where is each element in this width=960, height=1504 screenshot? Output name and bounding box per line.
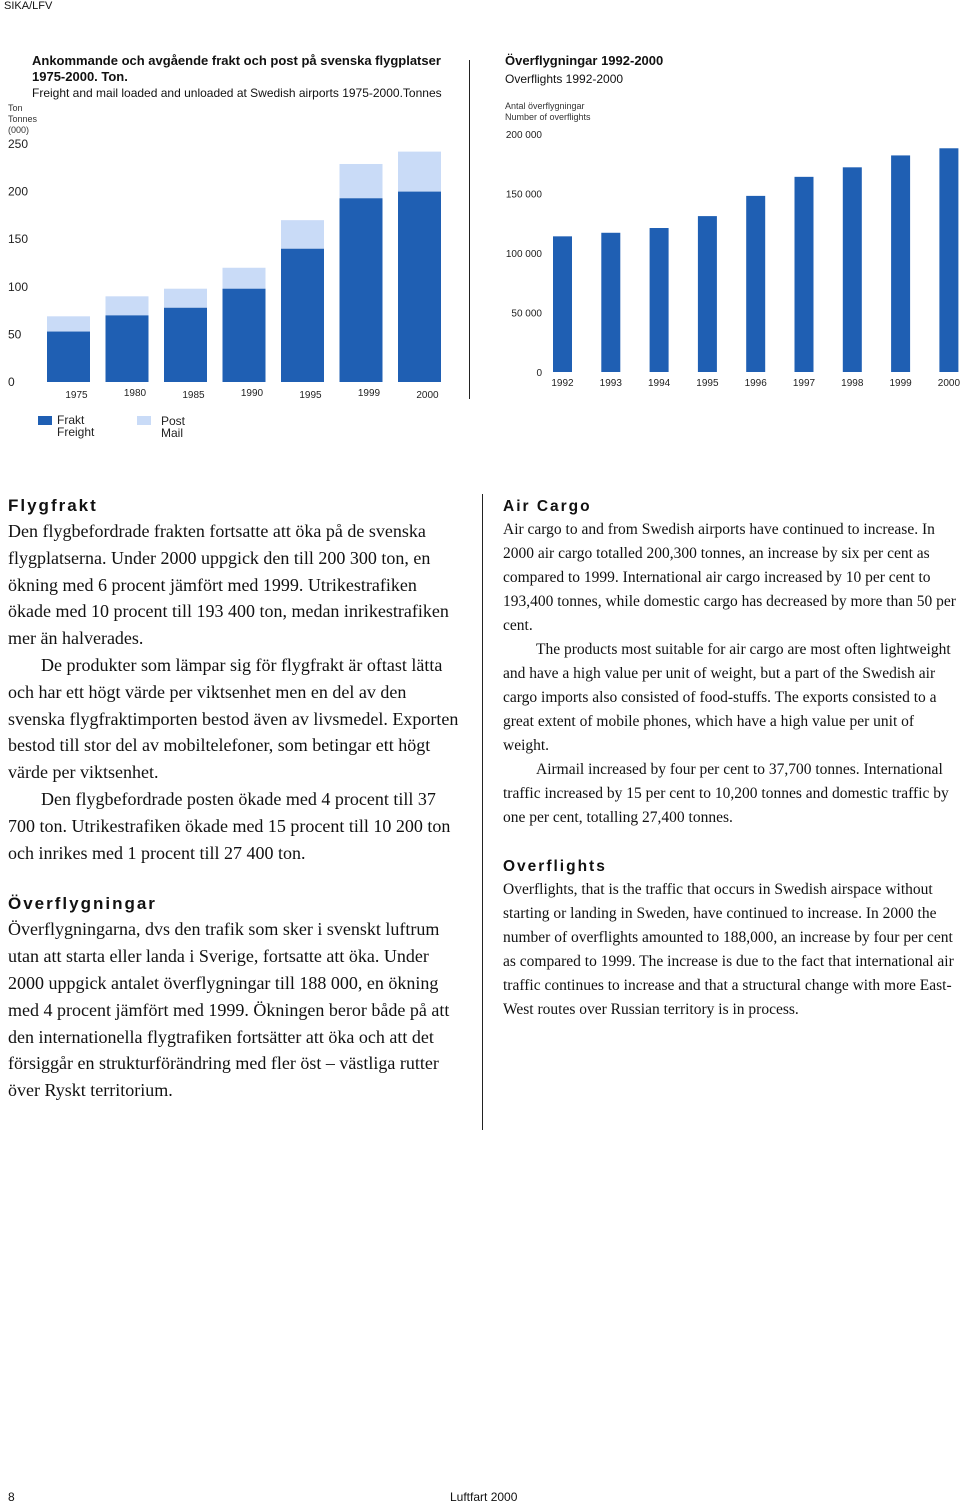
- page-header: SIKA/LFV: [4, 0, 53, 12]
- bar-overflights-1997: [795, 177, 814, 372]
- heading-air-cargo: Air Cargo: [503, 498, 592, 515]
- bar-mail-1985: [164, 289, 207, 308]
- bar-overflights-1999: [891, 155, 910, 372]
- y-tick-label: 50 000: [511, 308, 542, 320]
- page-number: 8: [8, 1490, 15, 1504]
- bar-mail-1980: [106, 296, 149, 315]
- bar-overflights-1992: [553, 236, 572, 372]
- legend-freight-swatch: [38, 416, 52, 425]
- x-tick-label: 2000: [937, 378, 960, 389]
- bar-mail-1975: [47, 316, 90, 331]
- legend-mail-swatch: [137, 416, 151, 425]
- x-tick-label: 1999: [889, 378, 912, 389]
- x-tick-label: 1998: [841, 378, 864, 389]
- freight-mail-chart: [0, 130, 470, 405]
- bar-freight-1980: [106, 315, 149, 382]
- bar-mail-1999: [340, 164, 383, 198]
- bar-freight-1999: [340, 198, 383, 382]
- bar-freight-1975: [47, 332, 90, 382]
- bar-freight-1990: [223, 289, 266, 382]
- para-air-cargo-2: The products most suitable for air cargo are most often lightweight and have a high value per unit of weight, but a part of the Swedish air cargo imports also consisted of food-stuffs. The exports consisted to a great extent of mobile phones, which have a high value per unit of weight.: [503, 641, 951, 754]
- legend-freight-sv: Frakt: [57, 413, 85, 427]
- bar-freight-1985: [164, 308, 207, 382]
- para-flygfrakt-3: Den flygbefordrade posten ökade med 4 procent till 37 700 ton. Utrikestrafiken ökade med 15 procent till 10 200 ton och inrikes med 1 procent till 27 400 ton.: [8, 788, 451, 863]
- para-air-cargo-3: Airmail increased by four per cent to 37,700 tonnes. International traffic increased by 15 per cent to 10,200 tonnes and domestic traffic by one per cent, totalling 27,400 tonnes.: [503, 761, 949, 826]
- right-text-column: [503, 496, 958, 1022]
- y-tick-label: 200 000: [505, 130, 542, 141]
- left-text-column: [8, 494, 461, 1104]
- y-tick-label: 0: [8, 375, 15, 389]
- para-overflights: Overflights, that is the traffic that occurs in Swedish airspace without starting or landing in Sweden, have continued to increase. In 2000 the number of overflights amounted to 188,000, an increase by four per cent as compared to 1999. The increase is due to the fact that international air traffic continues to increase and that a structural change with more East-West routes over Russian territory is in process.: [503, 881, 954, 1018]
- x-tick-label: 1996: [744, 378, 767, 389]
- x-tick-label: 1980: [123, 388, 147, 399]
- x-tick-label: 1993: [599, 378, 622, 389]
- overflights-chart: [490, 120, 960, 395]
- x-tick-label: 1999: [357, 388, 381, 399]
- legend-mail-en: Mail: [161, 426, 184, 440]
- bar-mail-1995: [281, 220, 324, 249]
- x-tick-label: 1995: [696, 378, 719, 389]
- left-chart-subtitle: Freight and mail loaded and unloaded at Swedish airports 1975-2000.Tonnes: [32, 86, 442, 100]
- publication-title: Luftfart 2000: [450, 1490, 518, 1504]
- right-chart-title-2: Overflights 1992-2000: [505, 72, 624, 86]
- y-tick-label: 250: [8, 137, 29, 151]
- heading-flygfrakt: Flygfrakt: [8, 496, 98, 515]
- left-unit-000: (000): [8, 125, 30, 135]
- right-axis-label-en: Number of overflights: [505, 112, 591, 122]
- para-flygfrakt-2: De produkter som lämpar sig för flygfrakt är oftast lätta och har ett högt värde per viktsenhet men en del av den svenska flygfraktimporten bestod även av livsmedel. Exporten bestod till stor del av mobiltelefoner, som betingar ett högt värde per viktsenhet.: [8, 654, 459, 783]
- legend-freight-en: Freight: [57, 425, 95, 439]
- x-tick-label: 2000: [416, 390, 439, 401]
- x-tick-label: 1990: [240, 388, 264, 399]
- x-tick-label: 1985: [182, 390, 205, 401]
- bar-freight-2000: [398, 192, 441, 382]
- bar-freight-1995: [281, 249, 324, 382]
- y-tick-label: 150: [8, 232, 29, 247]
- y-tick-label: 200: [8, 184, 29, 199]
- para-overflygningar: Överflygningarna, dvs den trafik som sker i svenskt luftrum utan att starta eller landa i Sverige, fortsatte att öka. Under 2000 uppgick antalet överflygningar till 188 000, en ökning med 4 procent jämfört med 1999. Ökningen beror både på att den internationella flygtrafiken fortsätter att öka och att det försiggår en strukturförändring med fler öst – västliga rutter över Ryskt territorium.: [8, 919, 450, 1101]
- x-tick-label: 1995: [299, 390, 322, 401]
- bar-overflights-1995: [698, 216, 717, 372]
- bar-overflights-1996: [746, 196, 765, 372]
- bar-mail-1990: [223, 268, 266, 289]
- y-tick-label: 50: [8, 327, 22, 342]
- left-chart-title-1: Ankommande och avgående frakt och post på svenska flygplatser: [32, 53, 441, 68]
- bar-overflights-1998: [843, 167, 862, 372]
- y-tick-label: 100 000: [505, 249, 542, 260]
- bar-overflights-1993: [601, 233, 620, 372]
- y-tick-label: 150 000: [505, 189, 542, 201]
- x-tick-label: 1975: [65, 390, 88, 401]
- right-axis-label-sv: Antal överflygningar: [505, 101, 585, 111]
- para-flygfrakt-1: Den flygbefordrade frakten fortsatte att öka på de svenska flygplatserna. Under 2000 uppgick den till 200 300 ton, en ökning med 6 procent jämfört med 1999. Utrikestrafiken ökade med 10 procent till 193 400 ton, medan inrikestrafiken mer än halverades.: [8, 521, 449, 649]
- left-unit-ton: Ton: [8, 103, 23, 113]
- column-divider: [482, 494, 483, 1130]
- bar-overflights-1994: [650, 228, 669, 372]
- heading-overflygningar: Överflygningar: [8, 894, 157, 914]
- para-air-cargo-1: Air cargo to and from Swedish airports have continued to increase. In 2000 air cargo totalled 200,300 tonnes, an increase by six per cent as compared to 1999. International air cargo increased by 10 per cent to 193,400 tonnes, while domestic cargo has decreased by more than 50 per cent.: [503, 521, 956, 634]
- heading-overflights: Overflights: [503, 858, 607, 875]
- left-chart-title-2: 1975-2000. Ton.: [32, 69, 128, 84]
- bar-overflights-2000: [939, 148, 958, 372]
- x-tick-label: 1992: [551, 378, 574, 389]
- y-tick-label: 100: [8, 279, 29, 294]
- right-chart-title-1: Överflygningar 1992-2000: [505, 53, 664, 68]
- x-tick-label: 1994: [647, 378, 671, 389]
- x-tick-label: 1997: [792, 378, 816, 389]
- left-unit-tonnes: Tonnes: [8, 114, 38, 124]
- legend-mail-sv: Post: [161, 414, 186, 428]
- bar-mail-2000: [398, 152, 441, 192]
- y-tick-label: 0: [536, 368, 542, 379]
